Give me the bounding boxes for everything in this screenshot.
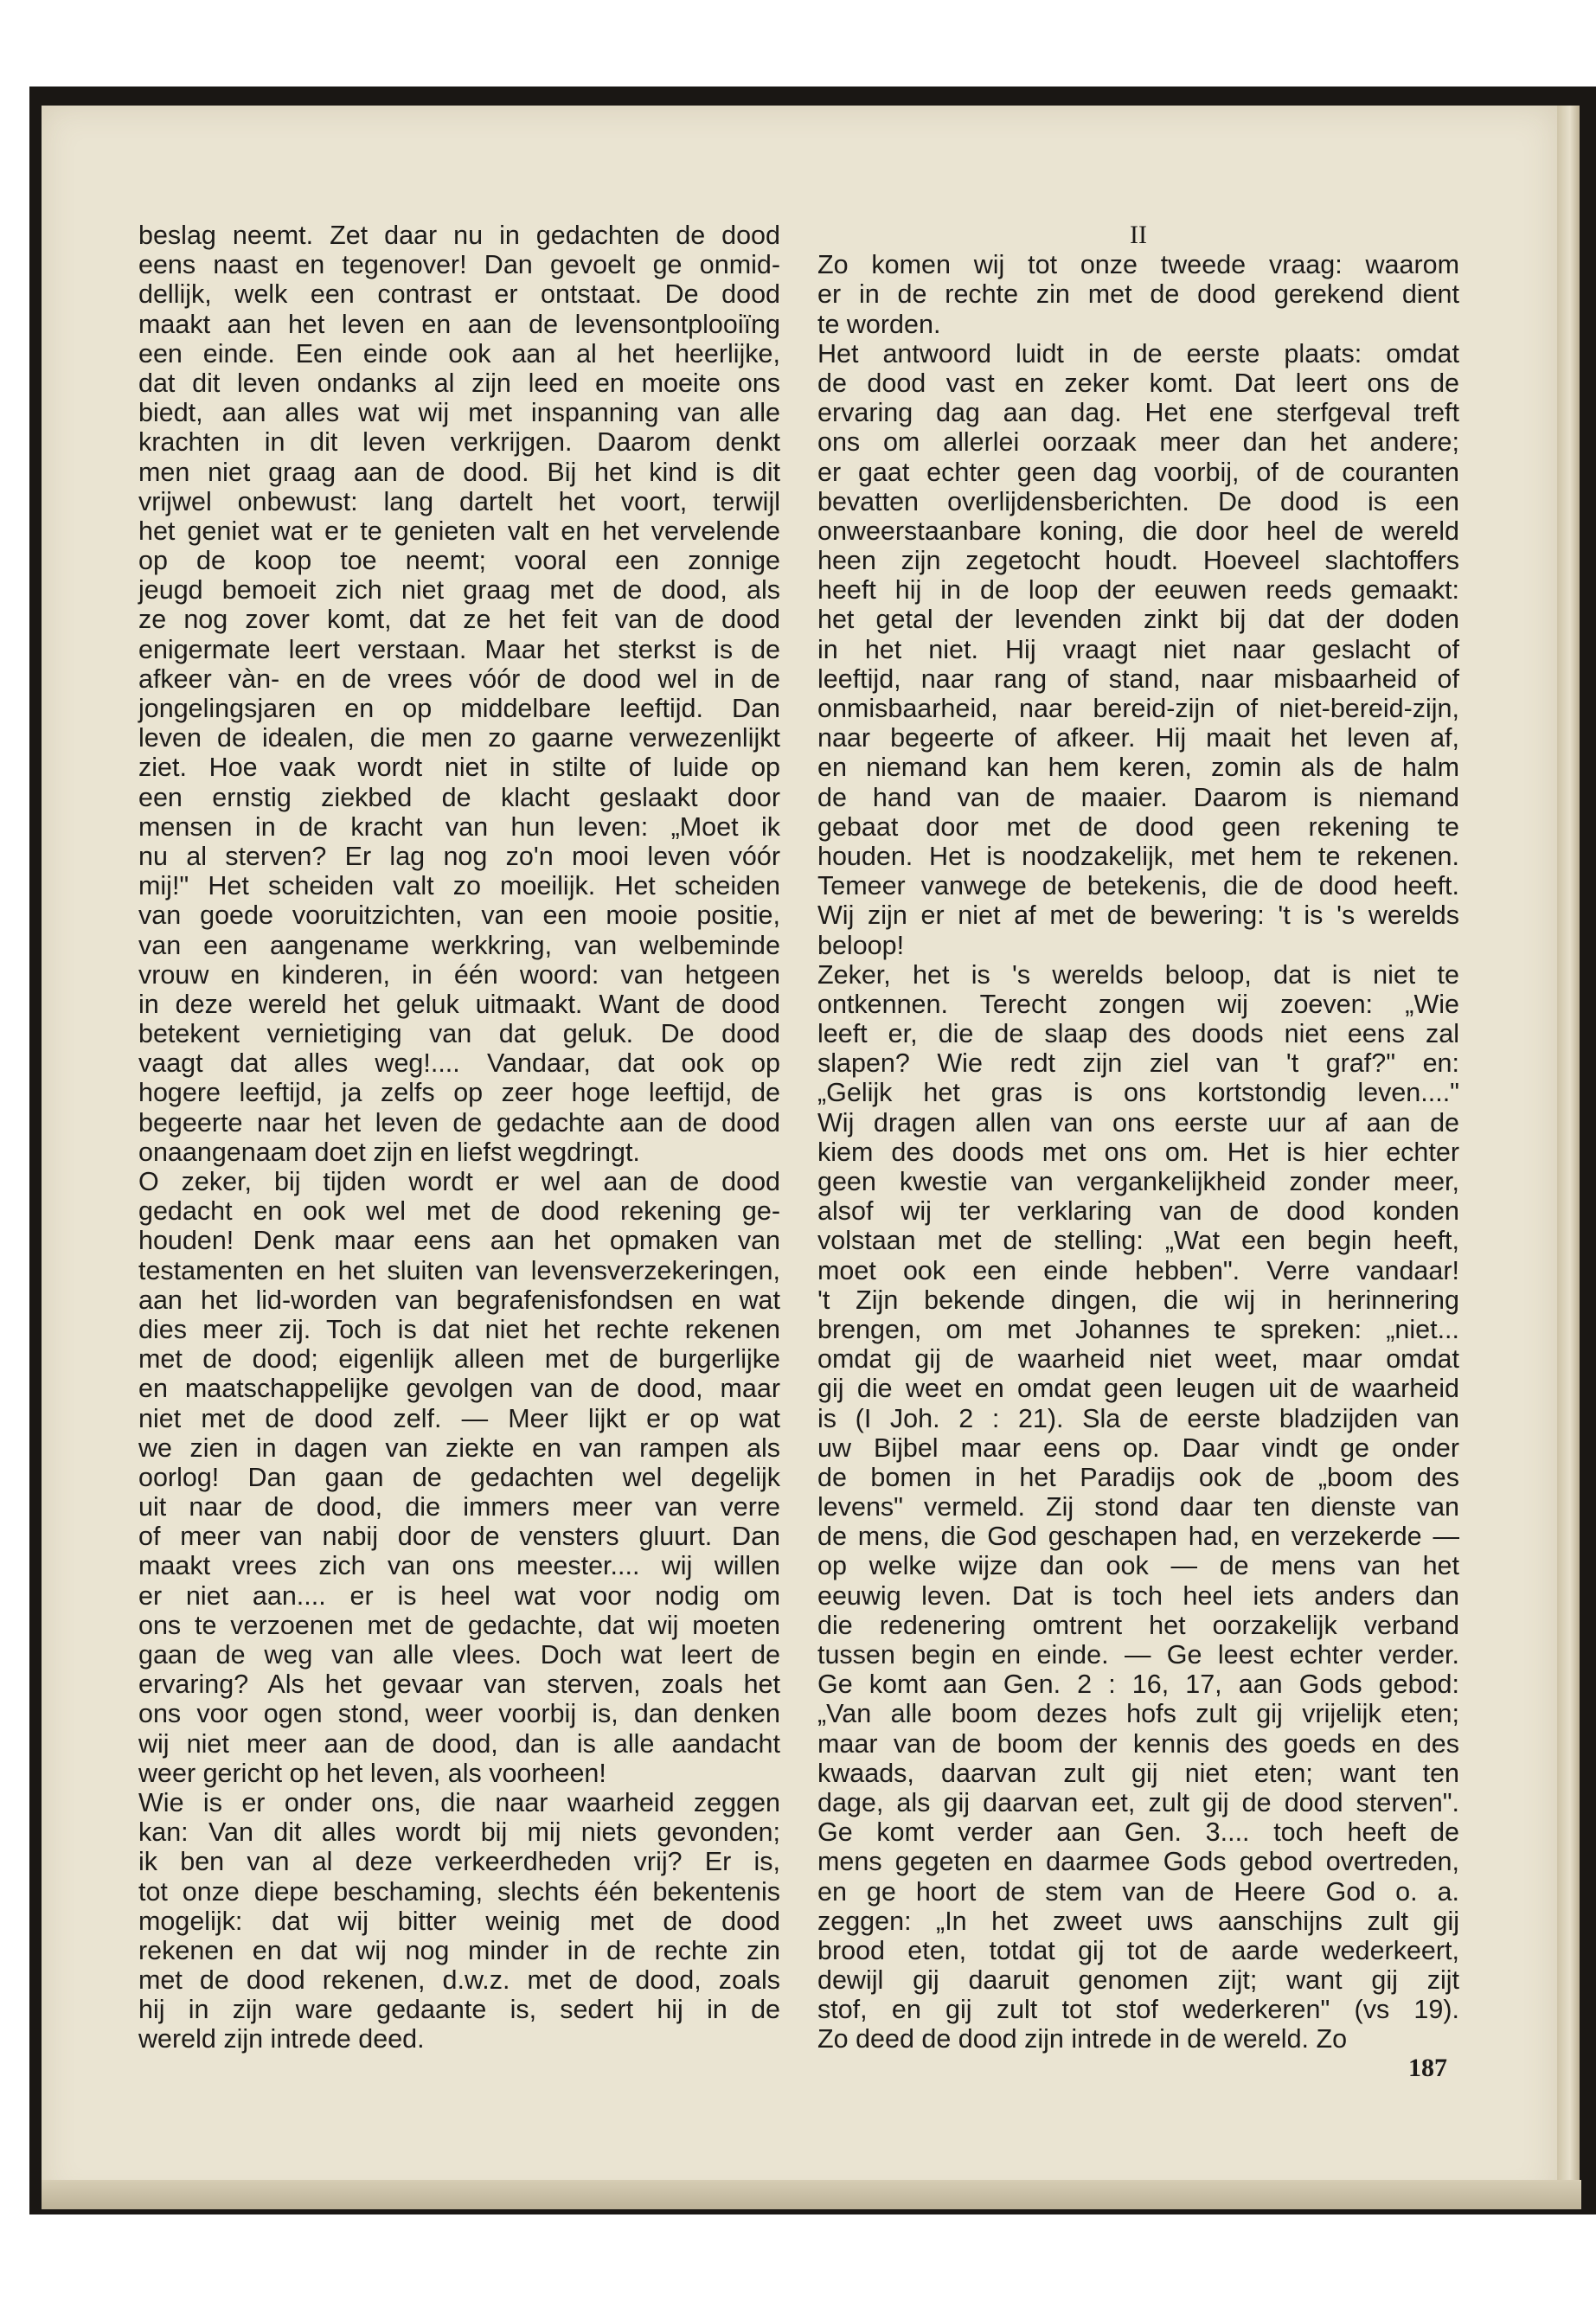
text-line: rekenen en dat wij nog minder in de rechte zin	[138, 1935, 780, 1965]
text-line: een ernstig ziekbed de klacht geslaakt door	[138, 782, 780, 812]
text-line: mogelijk: dat wij bitter weinig met de dood	[138, 1906, 780, 1936]
text-line: maar van de boom der kennis des goeds en des	[817, 1728, 1459, 1759]
text-line: jongelingsjaren en op middelbare leeftijd. Dan	[138, 694, 780, 723]
text-line: omdat gij de waarheid niet weet, maar omdat	[817, 1344, 1459, 1375]
text-line: en ge hoort de stem van de Heere God o. a.	[817, 1876, 1459, 1907]
text-line: de hand van de maaier. Daarom is niemand	[817, 782, 1459, 812]
text-line: biedt, aan alles wat wij met inspanning van alle	[138, 398, 780, 428]
text-line: vaagt dat alles weg!.... Vandaar, dat ook op	[138, 1048, 780, 1079]
text-line: afkeer vàn- en de vrees vóór de dood wel in de	[138, 663, 780, 694]
text-line: te worden.	[817, 309, 941, 339]
text-line: weer gericht op het leven, als voorheen!	[138, 1758, 606, 1788]
text-line: er gaat echter geen dag voorbij, of de couranten	[817, 457, 1459, 487]
text-line: uit naar de dood, die immers meer van verre	[138, 1492, 780, 1522]
text-line: gij die weet en omdat geen leugen uit de waarheid	[817, 1374, 1459, 1404]
text-line: leeftijd, naar rang of stand, naar misbaarheid of	[817, 663, 1459, 694]
text-line: in het niet. Hij vraagt niet naar geslacht of	[817, 634, 1459, 664]
text-line: begeerte naar het leven de gedachte aan de dood	[138, 1107, 780, 1138]
text-line: mensen in de kracht van hun leven: „Moet ik	[138, 811, 780, 842]
text-line: wereld zijn intrede deed.	[138, 2024, 425, 2054]
text-line: en maatschappelijke gevolgen van de dood, maar	[138, 1374, 780, 1404]
text-line: een einde. Een einde ook aan al het heerlijke,	[138, 338, 780, 369]
text-line: ervaring? Als het gevaar van sterven, zoals het	[138, 1670, 780, 1700]
text-line: enigermate leert verstaan. Maar het sterkst is de	[138, 634, 780, 664]
text-line: met de dood rekenen, d.w.z. met de dood, zoals	[138, 1965, 780, 1996]
text-line: jeugd bemoeit zich niet graag met de dood, als	[138, 575, 780, 606]
text-line: er niet aan.... er is heel wat voor nodig om	[138, 1580, 780, 1611]
text-line: Ge komt aan Gen. 2 : 16, 17, aan Gods gebod:	[817, 1670, 1459, 1700]
text-line: Wij dragen allen van ons eerste uur af aan de	[817, 1107, 1459, 1138]
text-line: gaan de weg van alle vlees. Doch wat leert de	[138, 1640, 780, 1670]
text-line: houden. Het is noodzakelijk, met hem te rekenen.	[817, 841, 1459, 871]
text-line: Zeker, het is 's werelds beloop, dat is niet te	[817, 959, 1459, 990]
page-number: 187	[1408, 2054, 1447, 2082]
text-line: Zo komen wij tot onze tweede vraag: waarom	[817, 250, 1459, 280]
text-line: alsof wij ter verklaring van de dood konden	[817, 1196, 1459, 1227]
text-line: houden! Denk maar eens aan het opmaken van	[138, 1226, 780, 1256]
text-line: tot onze diepe beschaming, slechts één bekentenis	[138, 1876, 780, 1907]
text-line: mij!" Het scheiden valt zo moeilijk. Het scheiden	[138, 871, 780, 901]
text-line: mens gegeten en daarmee Gods gebod overtreden,	[817, 1847, 1459, 1877]
text-line: ons om allerlei oorzaak meer dan het andere;	[817, 427, 1459, 458]
text-line: Temeer vanwege de betekenis, die de dood heeft.	[817, 871, 1459, 901]
text-line: gebaat door met de dood geen rekening te	[817, 811, 1459, 842]
text-line: kan: Van dit alles wordt bij mij niets gevonden;	[138, 1817, 780, 1848]
text-line: ervaring dag aan dag. Het ene sterfgeval treft	[817, 398, 1459, 428]
text-line: vrijwel onbewust: lang dartelt het voort, terwijl	[138, 486, 780, 516]
page-bottom-edge	[42, 2180, 1581, 2209]
text-line: we zien in dagen van ziekte en van rampen als	[138, 1433, 780, 1463]
text-line: Ge komt verder aan Gen. 3.... toch heeft de	[817, 1817, 1459, 1848]
text-line: tussen begin en einde. — Ge leest echter verder.	[817, 1640, 1459, 1670]
text-line: brengen, om met Johannes te spreken: „niet...	[817, 1314, 1459, 1344]
text-line: wij niet meer aan de dood, dan is alle aandacht	[138, 1728, 780, 1759]
text-line: ons voor ogen stond, weer voorbij is, dan denken	[138, 1699, 780, 1729]
text-line: die redenering omtrent het oorzakelijk verband	[817, 1610, 1459, 1640]
text-line: het getal der levenden zinkt bij dat der doden	[817, 605, 1459, 635]
text-line: ziet. Hoe vaak wordt niet in stilte of luide op	[138, 753, 780, 783]
text-line: aan het lid-worden van begrafenisfondsen en wat	[138, 1285, 780, 1315]
text-line: Wij zijn er niet af met de bewering: 't is 's werelds	[817, 901, 1459, 931]
text-line: beslag neemt. Zet daar nu in gedachten de dood	[138, 221, 780, 250]
section-number: II	[1130, 221, 1147, 249]
text-line: heen zijn zegetocht houdt. Hoeveel slachtoffers	[817, 546, 1459, 576]
text-line: testamenten en het sluiten van levensverzekeringen,	[138, 1255, 780, 1285]
text-line: „Gelijk het gras is ons kortstondig leven...."	[817, 1078, 1459, 1108]
text-line: in deze wereld het geluk uitmaakt. Want de dood	[138, 989, 780, 1019]
text-line: kiem des doods met ons om. Het is hier echter	[817, 1137, 1459, 1167]
text-line: leeft er, die de slaap des doods niet eens zal	[817, 1019, 1459, 1049]
text-line: dage, als gij daarvan eet, zult gij de dood sterven".	[817, 1787, 1459, 1817]
text-line: en niemand kan hem keren, zomin als de halm	[817, 753, 1459, 783]
text-line: de dood vast en zeker komt. Dat leert ons de	[817, 368, 1459, 398]
text-line: eeuwig leven. Dat is toch heel iets anders dan	[817, 1580, 1459, 1611]
text-line: niet met de dood zelf. — Meer lijkt er op wat	[138, 1403, 780, 1433]
text-line: brood eten, totdat gij tot de aarde wederkeert,	[817, 1935, 1459, 1965]
text-line: nu al sterven? Er lag nog zo'n mooi leven vóór	[138, 841, 780, 871]
text-line: leven de idealen, die men zo gaarne verwezenlijkt	[138, 723, 780, 753]
text-line: onweerstaanbare koning, die door heel de wereld	[817, 516, 1459, 546]
text-line: Zo deed de dood zijn intrede in de wereld. Zo	[817, 2024, 1348, 2054]
text-line: zeggen: „In het zweet uws aanschijns zult gij	[817, 1906, 1459, 1936]
right-text-column	[817, 221, 1459, 2054]
text-line: dewijl gij daaruit genomen zijt; want gij zijt	[817, 1965, 1459, 1996]
text-line: naar begeerte of afkeer. Hij maait het leven af,	[817, 723, 1459, 753]
text-line: beloop!	[817, 930, 905, 960]
text-line: volstaan met de stelling: „Wat een begin heeft,	[817, 1226, 1459, 1256]
text-line: er in de rechte zin met de dood gerekend dient	[817, 279, 1459, 310]
text-line: het geniet wat er te genieten valt en het vervelende	[138, 516, 780, 546]
text-line: onaangenaam doet zijn en liefst wegdringt.	[138, 1137, 640, 1167]
text-line: kwaads, daarvan zult gij niet eten; want ten	[817, 1758, 1459, 1788]
text-line: Het antwoord luidt in de eerste plaats: omdat	[817, 338, 1459, 369]
text-line: ontkennen. Terecht zongen wij zoeven: „Wie	[817, 989, 1459, 1019]
text-line: heeft hij in de loop der eeuwen reeds gemaakt:	[817, 575, 1459, 606]
text-line: van een aangename werkkring, van welbeminde	[138, 930, 780, 960]
text-line: of meer van nabij door de vensters gluurt. Dan	[138, 1522, 780, 1552]
text-line: ze nog zover komt, dat ze het feit van de dood	[138, 605, 780, 635]
text-line: op de koop toe neemt; vooral een zonnige	[138, 546, 780, 576]
text-line: dies meer zij. Toch is dat niet het rechte rekenen	[138, 1314, 780, 1344]
text-line: moet ook een einde hebben". Verre vandaar!	[817, 1255, 1459, 1285]
left-text-column	[138, 221, 780, 2054]
text-line: van goede vooruitzichten, van een mooie positie,	[138, 901, 780, 931]
text-line: uw Bijbel maar eens op. Daar vindt ge onder	[817, 1433, 1459, 1463]
text-line: oorlog! Dan gaan de gedachten wel degelijk	[138, 1462, 780, 1492]
text-line: betekent vernietiging van dat geluk. De dood	[138, 1019, 780, 1049]
text-line: bevatten overlijdensberichten. De dood is een	[817, 486, 1459, 516]
text-line: „Van alle boom dezes hofs zult gij vrijelijk eten;	[817, 1699, 1459, 1729]
text-line: dellijk, welk een contrast er ontstaat. De dood	[138, 279, 780, 310]
text-line: slapen? Wie redt zijn ziel van 't graf?" en:	[817, 1048, 1459, 1079]
text-line: men niet graag aan de dood. Bij het kind is dit	[138, 457, 780, 487]
text-line: hij in zijn ware gedaante is, sedert hij in de	[138, 1995, 780, 2025]
text-line: vrouw en kinderen, in één woord: van hetgeen	[138, 959, 780, 990]
text-line: ik ben van al deze verkeerdheden vrij? Er is,	[138, 1847, 780, 1877]
text-line: maakt aan het leven en aan de levensontplooiïng	[138, 309, 780, 339]
text-line: onmisbaarheid, naar bereid-zijn of niet-bereid-zijn,	[817, 694, 1459, 723]
text-line: O zeker, bij tijden wordt er wel aan de dood	[138, 1167, 780, 1196]
text-line: dat dit leven ondanks al zijn leed en moeite ons	[138, 368, 780, 398]
text-line: de bomen in het Paradijs ook de „boom des	[817, 1462, 1459, 1492]
text-line: 't Zijn bekende dingen, die wij in herinnering	[817, 1285, 1459, 1315]
text-line: krachten in dit leven verkrijgen. Daarom denkt	[138, 427, 780, 458]
text-line: levens" vermeld. Zij stond daar ten dienste van	[817, 1492, 1459, 1522]
text-line: geen kwestie van vergankelijkheid zonder meer,	[817, 1167, 1459, 1196]
text-line: op welke wijze dan ook — de mens van het	[817, 1551, 1459, 1581]
text-line: de mens, die God geschapen had, en verzekerde —	[817, 1522, 1459, 1552]
text-line: stof, en gij zult tot stof wederkeren" (vs 19).	[817, 1995, 1459, 2025]
text-line: is (I Joh. 2 : 21). Sla de eerste bladzijden van	[817, 1403, 1459, 1433]
text-line: Wie is er onder ons, die naar waarheid zeggen	[138, 1787, 780, 1817]
text-line: met de dood; eigenlijk alleen met de burgerlijke	[138, 1344, 780, 1375]
text-line: maakt vrees zich van ons meester.... wij willen	[138, 1551, 780, 1581]
text-line: hogere leeftijd, ja zelfs op zeer hoge leeftijd, de	[138, 1078, 780, 1108]
text-line: ons te verzoenen met de gedachte, dat wij moeten	[138, 1610, 780, 1640]
text-line: eens naast en tegenover! Dan gevoelt ge onmid-	[138, 250, 780, 280]
text-line: gedacht en ook wel met de dood rekening ge-	[138, 1196, 780, 1227]
